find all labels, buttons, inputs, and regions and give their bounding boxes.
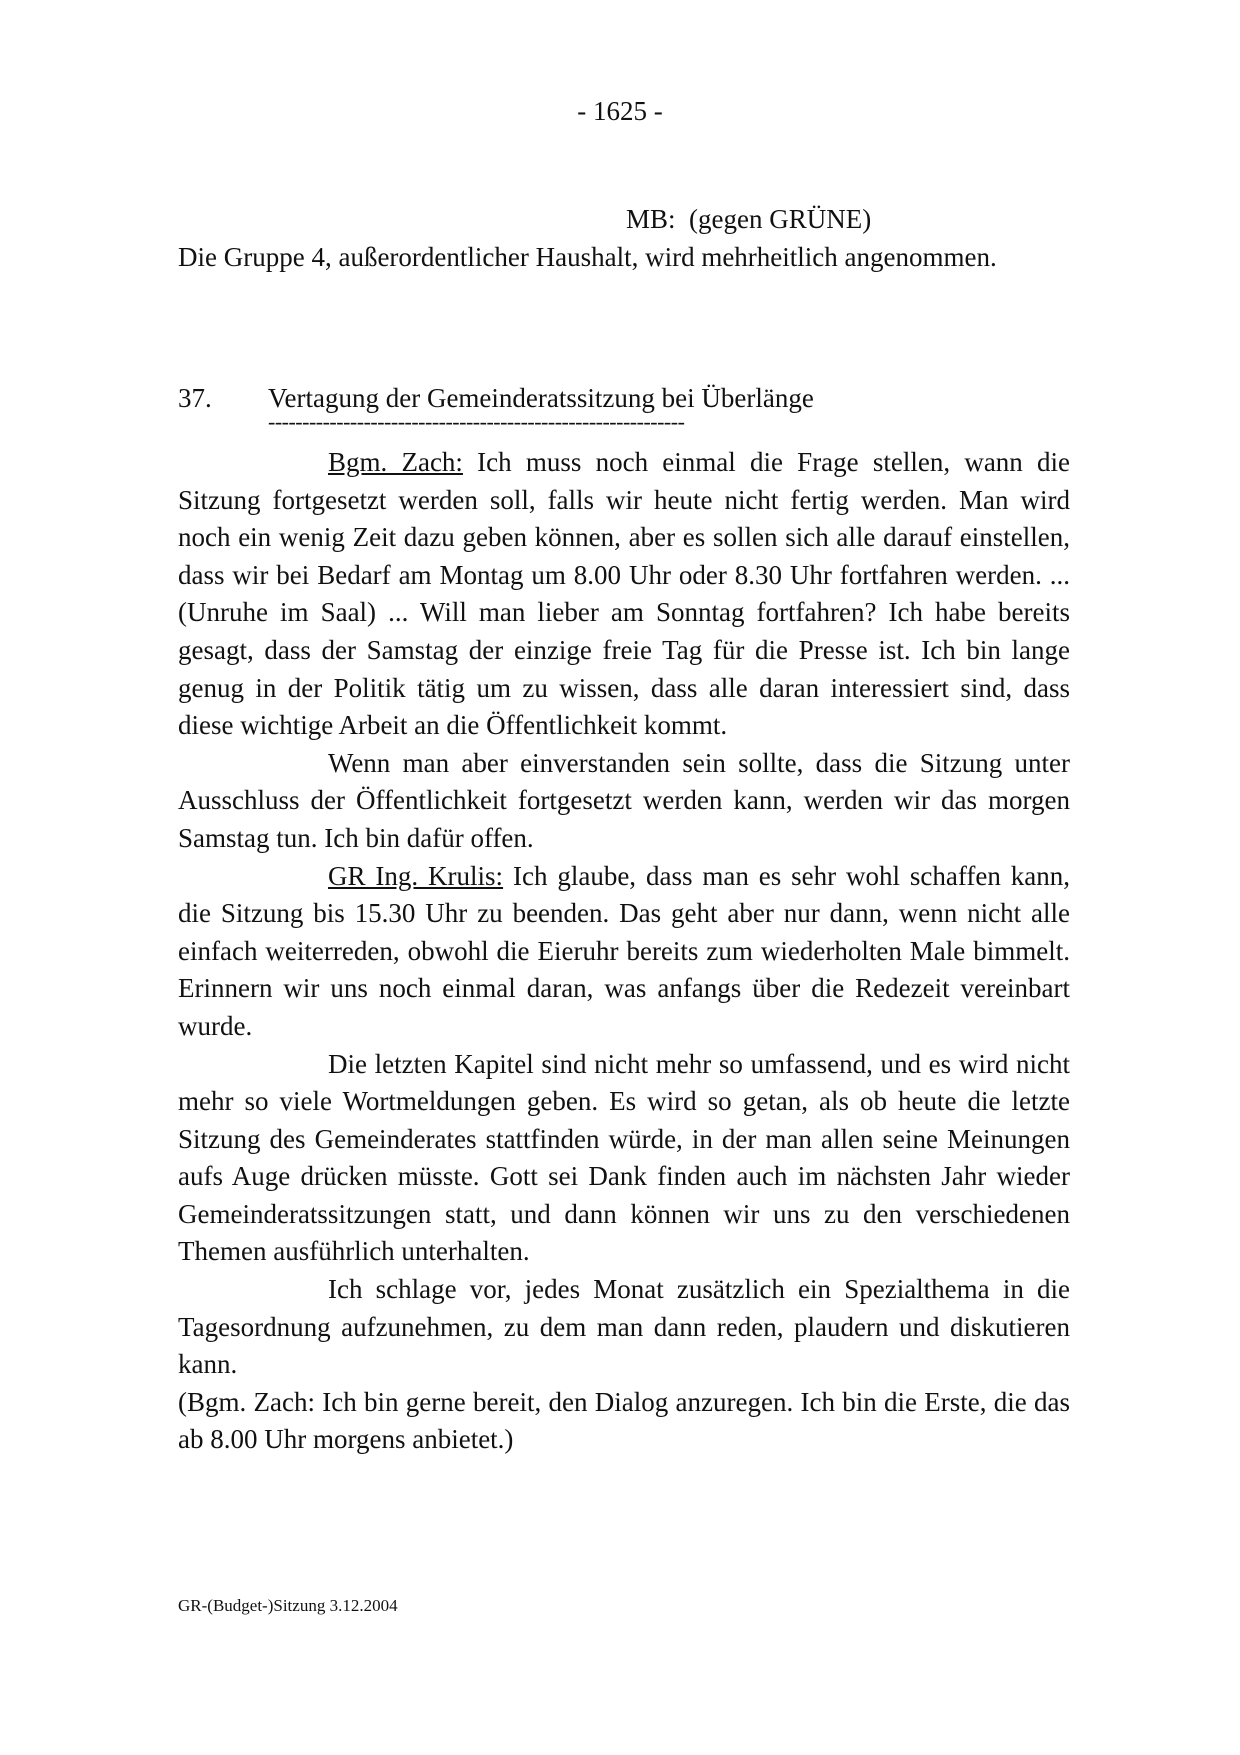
paragraph-text: Wenn man aber einverstanden sein sollte, dass die Sitzung unter Ausschluss der Öffentlichkeit fortgesetzt werden kann, werden wir das morgen Samstag tun. Ich bin dafür offen. (178, 747, 1070, 853)
speaker-name: GR Ing. Krulis: (328, 860, 504, 891)
agenda-item-title: Vertagung der Gemeinderatssitzung bei Überlänge (268, 383, 814, 413)
vote-result (626, 200, 871, 238)
paragraph-interjection (178, 1384, 1070, 1459)
paragraph-text: Ich muss noch einmal die Frage stellen, wann die Sitzung fortgesetzt werden soll, falls wir heute nicht fertig werden. Man wird noch ein wenig Zeit dazu geben können, aber es sollen sich alle darauf einstellen, dass wir bei Bedarf am Montag um 8.00 Uhr oder 8.30 Uhr fortfahren werden. ... (Unruhe im Saal) ... Will man lieber am Sonntag fortfahren? Ich habe bereits gesagt, dass der Samstag der einzige freie Tag für die Presse ist. Ich bin lange genug in der Politik tätig um zu wissen, dass alle daran interessiert sind, dass diese wichtige Arbeit an die Öffentlichkeit kommt. (178, 447, 1070, 741)
page-footer: GR-(Budget-)Sitzung 3.12.2004 (178, 1596, 398, 1615)
paragraph-krulis (178, 858, 1070, 1046)
paragraph-text: Ich glaube, dass man es sehr wohl schaffen kann, die Sitzung bis 15.30 Uhr zu beenden. Das geht aber nur dann, wenn nicht alle einfach weiterreden, obwohl die Eieruhr bereits zum wiederholten Male bimmelt. Erinnern wir uns noch einmal daran, was anfangs über die Redezeit vereinbart wurde. (178, 860, 1071, 1041)
paragraph-zach-continued (178, 745, 1070, 858)
paragraph-text: (Bgm. Zach: Ich bin gerne bereit, den Dialog anzuregen. Ich bin die Erste, die das ab 8.00 Uhr morgens anbietet.) (178, 1386, 1070, 1455)
heading-underline-rule: ------------------------------------------------------------- (268, 412, 685, 432)
paragraph-text: Ich schlage vor, jedes Monat zusätzlich ein Spezialthema in die Tagesordnung aufzunehmen, zu dem man dann reden, plaudern und diskutieren kann. (178, 1274, 1070, 1380)
agenda-item-number: 37. (178, 383, 212, 413)
page-number: - 1625 - (577, 96, 663, 126)
result-statement: Die Gruppe 4, außerordentlicher Haushalt, wird mehrheitlich angenommen. (178, 242, 997, 272)
minutes-body (178, 444, 1070, 1459)
paragraph-krulis-proposal (178, 1271, 1070, 1384)
paragraph-krulis-continued (178, 1046, 1070, 1272)
vote-label: MB: (626, 204, 676, 234)
paragraph-text: Die letzten Kapitel sind nicht mehr so umfassend, und es wird nicht mehr so viele Wortmeldungen geben. Es wird so getan, als ob heute die letzte Sitzung des Gemeinderates stattfinden würde, in der man allen seine Meinungen aufs Auge drücken müsste. Gott sei Dank finden auch im nächsten Jahr wieder Gemeinderatssitzungen statt, und dann können wir uns zu den verschiedenen Themen ausführlich unterhalten. (178, 1048, 1070, 1267)
vote-detail: (gegen GRÜNE) (689, 204, 872, 234)
paragraph-zach (178, 444, 1070, 745)
speaker-name: Bgm. Zach: (328, 447, 463, 477)
